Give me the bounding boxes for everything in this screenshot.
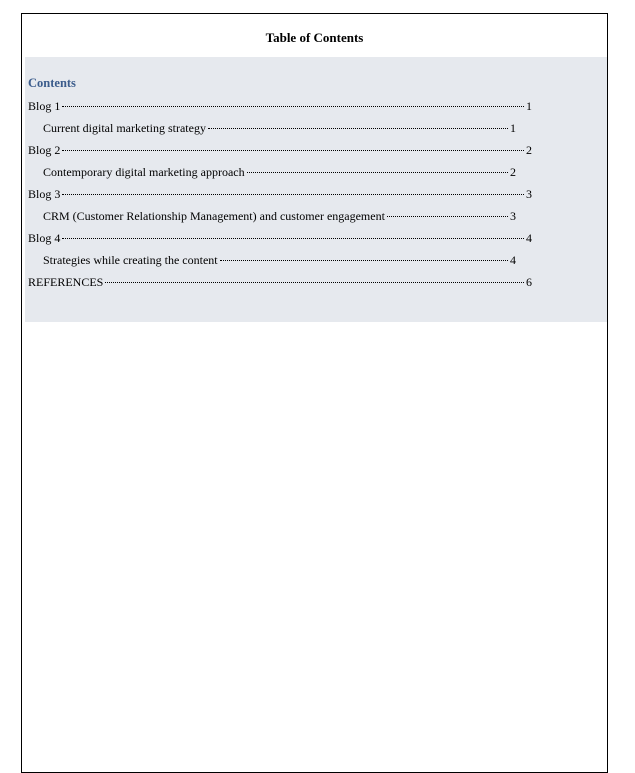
toc-entry-label: Blog 2 [28,143,61,157]
toc-entry[interactable] [25,95,532,117]
toc-entry-page: 3 [510,209,516,223]
toc-entry-label: Blog 3 [28,187,61,201]
toc-heading: Contents [28,76,76,90]
toc-entry[interactable] [25,271,532,293]
toc-list [25,95,532,293]
dot-leader [105,282,524,283]
toc-entry-page: 4 [526,231,532,245]
dot-leader [387,216,508,217]
toc-entry-page: 1 [526,99,532,113]
toc-entry[interactable] [25,249,516,271]
page-title: Table of Contents [265,30,364,45]
toc-entry-page: 2 [510,165,516,179]
toc-entry-label: CRM (Customer Relationship Management) and customer engagement [43,209,385,223]
toc-entry-label: Current digital marketing strategy [43,121,206,135]
dot-leader [62,150,524,151]
toc-entry-label: Contemporary digital marketing approach [43,165,245,179]
dot-leader [208,128,508,129]
table-of-contents [25,57,607,322]
toc-entry-page: 4 [510,253,516,267]
toc-entry-label: Blog 1 [28,99,61,113]
toc-entry-label: Strategies while creating the content [43,253,218,267]
dot-leader [62,106,524,107]
toc-entry-label: REFERENCES [28,275,104,289]
dot-leader [62,194,524,195]
dot-leader [62,238,524,239]
toc-entry-page: 1 [510,121,516,135]
toc-entry-page: 2 [526,143,532,157]
toc-entry[interactable] [25,205,516,227]
toc-entry-page: 3 [526,187,532,201]
document-page [21,13,608,773]
dot-leader [247,172,508,173]
toc-entry[interactable] [25,139,532,161]
toc-entry[interactable] [25,183,532,205]
toc-entry-page: 6 [526,275,532,289]
toc-entry-label: Blog 4 [28,231,61,245]
toc-entry[interactable] [25,117,516,139]
toc-entry[interactable] [25,227,532,249]
toc-entry[interactable] [25,161,516,183]
dot-leader [220,260,508,261]
